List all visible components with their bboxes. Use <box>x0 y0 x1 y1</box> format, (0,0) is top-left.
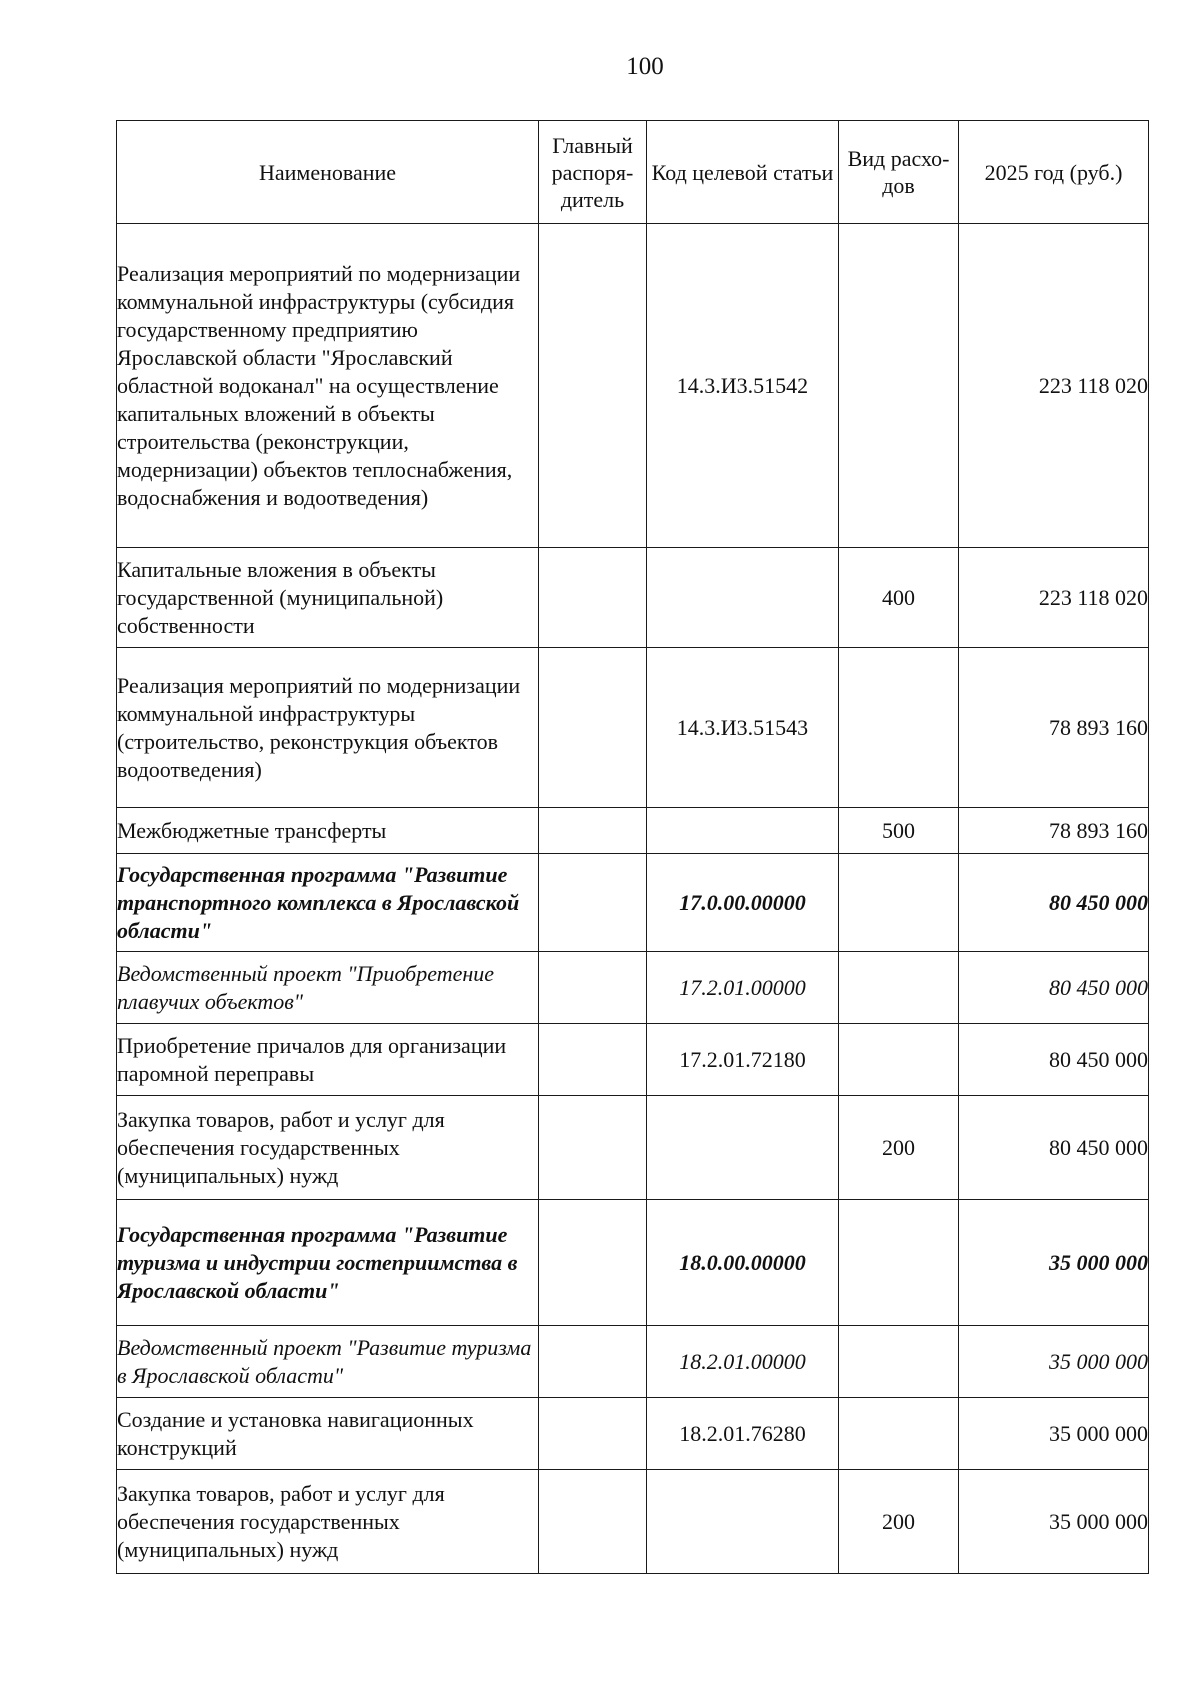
cell-target-code <box>647 548 839 648</box>
cell-chief-manager <box>539 1024 647 1096</box>
cell-name: Создание и установка навигационных конструкций <box>117 1398 539 1470</box>
table-row <box>117 224 1149 548</box>
cell-chief-manager <box>539 1326 647 1398</box>
cell-amount: 223 118 020 <box>959 224 1149 548</box>
cell-amount: 78 893 160 <box>959 808 1149 854</box>
cell-name: Закупка товаров, работ и услуг для обеспечения государственных (муниципальных) нужд <box>117 1470 539 1574</box>
table-row <box>117 854 1149 952</box>
cell-amount: 80 450 000 <box>959 1096 1149 1200</box>
cell-chief-manager <box>539 854 647 952</box>
cell-name: Реализация мероприятий по модернизации коммунальной инфраструктуры (субсидия государственному предприятию Ярославской области "Ярославский областной водоканал" на осуществление капитальных вложений в объекты строительства (реконструкции, модернизации) объектов теплоснабжения, водоснабжения и водоотведения) <box>117 224 539 548</box>
table-row <box>117 808 1149 854</box>
cell-target-code: 17.2.01.72180 <box>647 1024 839 1096</box>
header-expense-type: Вид расхо-дов <box>839 121 959 224</box>
cell-chief-manager <box>539 648 647 808</box>
cell-expense-type <box>839 648 959 808</box>
cell-amount: 80 450 000 <box>959 1024 1149 1096</box>
cell-target-code: 18.2.01.76280 <box>647 1398 839 1470</box>
cell-target-code: 14.3.И3.51542 <box>647 224 839 548</box>
cell-expense-type: 400 <box>839 548 959 648</box>
cell-expense-type: 200 <box>839 1096 959 1200</box>
cell-name: Государственная программа "Развитие туризма и индустрии гостеприимства в Ярославской области" <box>117 1200 539 1326</box>
cell-amount: 80 450 000 <box>959 952 1149 1024</box>
cell-name: Межбюджетные трансферты <box>117 808 539 854</box>
cell-expense-type <box>839 224 959 548</box>
table-row <box>117 1398 1149 1470</box>
budget-table <box>116 120 1149 1574</box>
cell-name: Закупка товаров, работ и услуг для обеспечения государственных (муниципальных) нужд <box>117 1096 539 1200</box>
cell-target-code: 18.0.00.00000 <box>647 1200 839 1326</box>
cell-target-code: 17.2.01.00000 <box>647 952 839 1024</box>
table-row <box>117 1024 1149 1096</box>
cell-chief-manager <box>539 1398 647 1470</box>
cell-amount: 223 118 020 <box>959 548 1149 648</box>
cell-expense-type <box>839 1398 959 1470</box>
table-row <box>117 1200 1149 1326</box>
cell-amount: 35 000 000 <box>959 1398 1149 1470</box>
cell-amount: 35 000 000 <box>959 1200 1149 1326</box>
cell-expense-type <box>839 1200 959 1326</box>
cell-amount: 80 450 000 <box>959 854 1149 952</box>
cell-name: Государственная программа "Развитие транспортного комплекса в Ярославской области" <box>117 854 539 952</box>
cell-name: Капитальные вложения в объекты государственной (муниципальной) собственности <box>117 548 539 648</box>
cell-expense-type: 500 <box>839 808 959 854</box>
cell-chief-manager <box>539 1200 647 1326</box>
cell-name: Ведомственный проект "Приобретение плавучих объектов" <box>117 952 539 1024</box>
cell-name: Ведомственный проект "Развитие туризма в Ярославской области" <box>117 1326 539 1398</box>
table-row <box>117 648 1149 808</box>
cell-name: Реализация мероприятий по модернизации коммунальной инфраструктуры (строительство, реконструкция объектов водоотведения) <box>117 648 539 808</box>
cell-chief-manager <box>539 1470 647 1574</box>
table-row <box>117 548 1149 648</box>
header-target-code: Код целевой статьи <box>647 121 839 224</box>
header-name: Наименование <box>117 121 539 224</box>
cell-chief-manager <box>539 548 647 648</box>
cell-target-code <box>647 808 839 854</box>
cell-expense-type <box>839 1024 959 1096</box>
cell-target-code: 17.0.00.00000 <box>647 854 839 952</box>
cell-amount: 35 000 000 <box>959 1470 1149 1574</box>
cell-target-code <box>647 1096 839 1200</box>
cell-amount: 35 000 000 <box>959 1326 1149 1398</box>
header-chief-manager: Главный распоря-дитель <box>539 121 647 224</box>
cell-target-code: 18.2.01.00000 <box>647 1326 839 1398</box>
cell-target-code: 14.3.И3.51543 <box>647 648 839 808</box>
cell-expense-type <box>839 952 959 1024</box>
cell-chief-manager <box>539 224 647 548</box>
cell-chief-manager <box>539 808 647 854</box>
cell-name: Приобретение причалов для организации паромной переправы <box>117 1024 539 1096</box>
cell-target-code <box>647 1470 839 1574</box>
table-row <box>117 1096 1149 1200</box>
table-row <box>117 1326 1149 1398</box>
cell-amount: 78 893 160 <box>959 648 1149 808</box>
table-row <box>117 952 1149 1024</box>
header-amount-2025: 2025 год (руб.) <box>959 121 1149 224</box>
page-number: 100 <box>626 53 664 80</box>
cell-chief-manager <box>539 1096 647 1200</box>
cell-expense-type: 200 <box>839 1470 959 1574</box>
header-row <box>117 121 1149 224</box>
cell-expense-type <box>839 1326 959 1398</box>
cell-expense-type <box>839 854 959 952</box>
cell-chief-manager <box>539 952 647 1024</box>
table-row <box>117 1470 1149 1574</box>
